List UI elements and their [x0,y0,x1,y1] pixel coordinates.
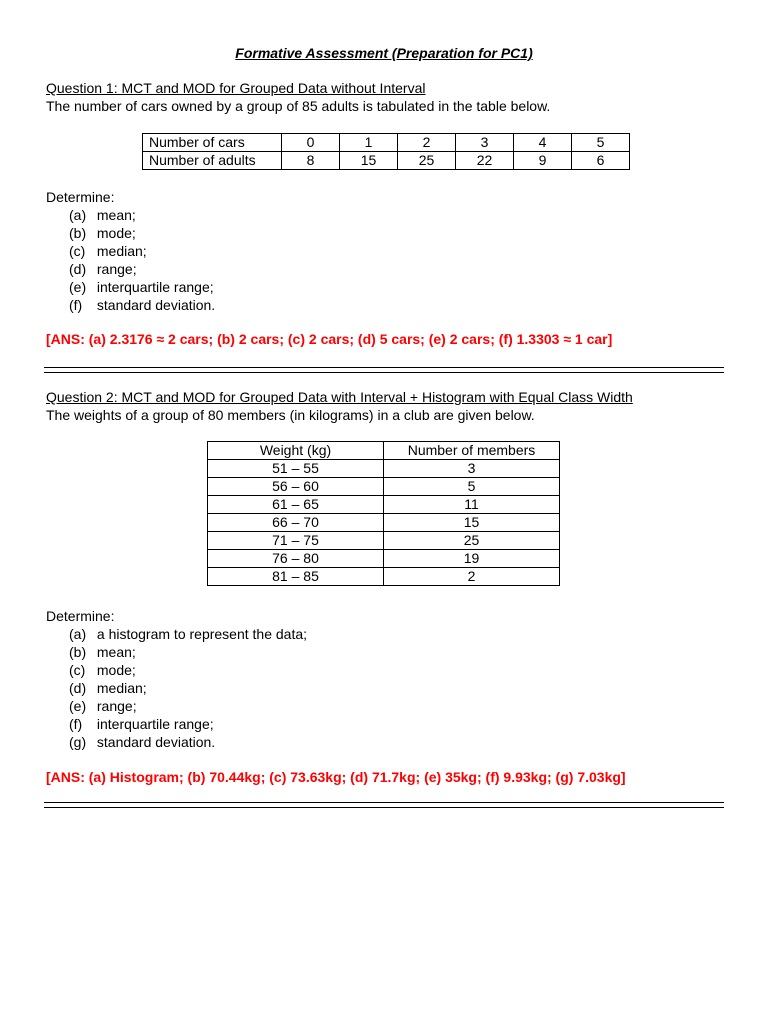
q2-answer: [ANS: (a) Histogram; (b) 70.44kg; (c) 73.63kg; (d) 71.7kg; (e) 35kg; (f) 9.93kg; (g) 7.03kg] [46,769,626,785]
table-cell: 51 – 55 [208,460,384,478]
list-item [69,697,307,715]
table-cell: 61 – 65 [208,496,384,514]
table-cell: 15 [384,514,560,532]
item-marker: (f) [69,716,83,732]
item-text: interquartile range; [96,716,214,732]
table-cell: 2 [384,568,560,586]
item-marker: (a) [69,207,87,223]
item-text: mode; [96,662,136,678]
table-row [208,568,560,586]
list-item [69,733,307,751]
item-marker: (b) [69,225,87,241]
list-item [69,242,215,260]
item-text: median; [96,680,147,696]
item-text: median; [96,243,147,259]
page-title: Formative Assessment (Preparation for PC1) [235,45,533,61]
list-item [69,679,307,697]
table-header-cell: Weight (kg) [208,442,384,460]
item-marker: (g) [69,734,87,750]
table-cell: 15 [340,152,398,170]
table-cell: 2 [398,134,456,152]
table-row [208,514,560,532]
item-marker: (d) [69,680,87,696]
table-row [208,478,560,496]
list-item [69,260,215,278]
list-item [69,206,215,224]
list-item [69,296,215,314]
item-marker: (e) [69,279,87,295]
list-item [69,643,307,661]
table-cell: 25 [398,152,456,170]
table-row [208,550,560,568]
item-text: mean; [96,207,136,223]
list-item [69,661,307,679]
q1-heading: Question 1: MCT and MOD for Grouped Data without Interval [46,80,426,96]
table-cell: 11 [384,496,560,514]
item-text: interquartile range; [96,279,214,295]
table-cell: 3 [384,460,560,478]
list-item [69,224,215,242]
table-cell: Number of adults [143,152,282,170]
item-marker: (a) [69,626,87,642]
table-header-row [208,442,560,460]
table-row [143,134,630,152]
q1-answer: [ANS: (a) 2.3176 ≈ 2 cars; (b) 2 cars; (c) 2 cars; (d) 5 cars; (e) 2 cars; (f) 1.3303 ≈ 1 car] [46,331,613,347]
q1-item-list [69,206,215,314]
table-row [208,496,560,514]
q1-determine: Determine: [46,189,115,205]
item-text: mode; [96,225,136,241]
q1-intro: The number of cars owned by a group of 85 adults is tabulated in the table below. [46,98,551,114]
table-cell: 19 [384,550,560,568]
table-cell: 71 – 75 [208,532,384,550]
item-text: standard deviation. [96,297,216,313]
item-marker: (c) [69,662,86,678]
table-row [143,152,630,170]
table-cell: 22 [456,152,514,170]
q2-table [207,441,560,586]
section-divider [44,367,724,373]
table-cell: 8 [282,152,340,170]
table-cell: 76 – 80 [208,550,384,568]
table-row [208,460,560,478]
table-cell: 9 [514,152,572,170]
table-cell: 4 [514,134,572,152]
item-text: range; [96,698,137,714]
item-marker: (c) [69,243,86,259]
q1-table [142,133,630,170]
item-text: mean; [96,644,136,660]
q1-header-block [46,79,726,115]
q2-header-block [46,388,726,424]
list-item [69,278,215,296]
table-cell: 0 [282,134,340,152]
table-cell: 5 [572,134,630,152]
q2-intro: The weights of a group of 80 members (in kilograms) in a club are given below. [46,407,535,423]
section-divider [44,802,724,808]
item-marker: (f) [69,297,83,313]
table-header-cell: Number of members [384,442,560,460]
table-cell: Number of cars [143,134,282,152]
item-marker: (b) [69,644,87,660]
table-cell: 25 [384,532,560,550]
table-cell: 5 [384,478,560,496]
table-row [208,532,560,550]
table-cell: 81 – 85 [208,568,384,586]
table-cell: 3 [456,134,514,152]
item-text: standard deviation. [96,734,216,750]
item-text: range; [96,261,137,277]
list-item [69,625,307,643]
item-text: a histogram to represent the data; [96,626,308,642]
table-cell: 66 – 70 [208,514,384,532]
item-marker: (d) [69,261,87,277]
list-item [69,715,307,733]
table-cell: 1 [340,134,398,152]
q2-item-list [69,625,307,751]
table-cell: 6 [572,152,630,170]
q2-determine: Determine: [46,608,115,624]
table-cell: 56 – 60 [208,478,384,496]
q2-heading: Question 2: MCT and MOD for Grouped Data with Interval + Histogram with Equal Class Width [46,389,633,405]
item-marker: (e) [69,698,87,714]
